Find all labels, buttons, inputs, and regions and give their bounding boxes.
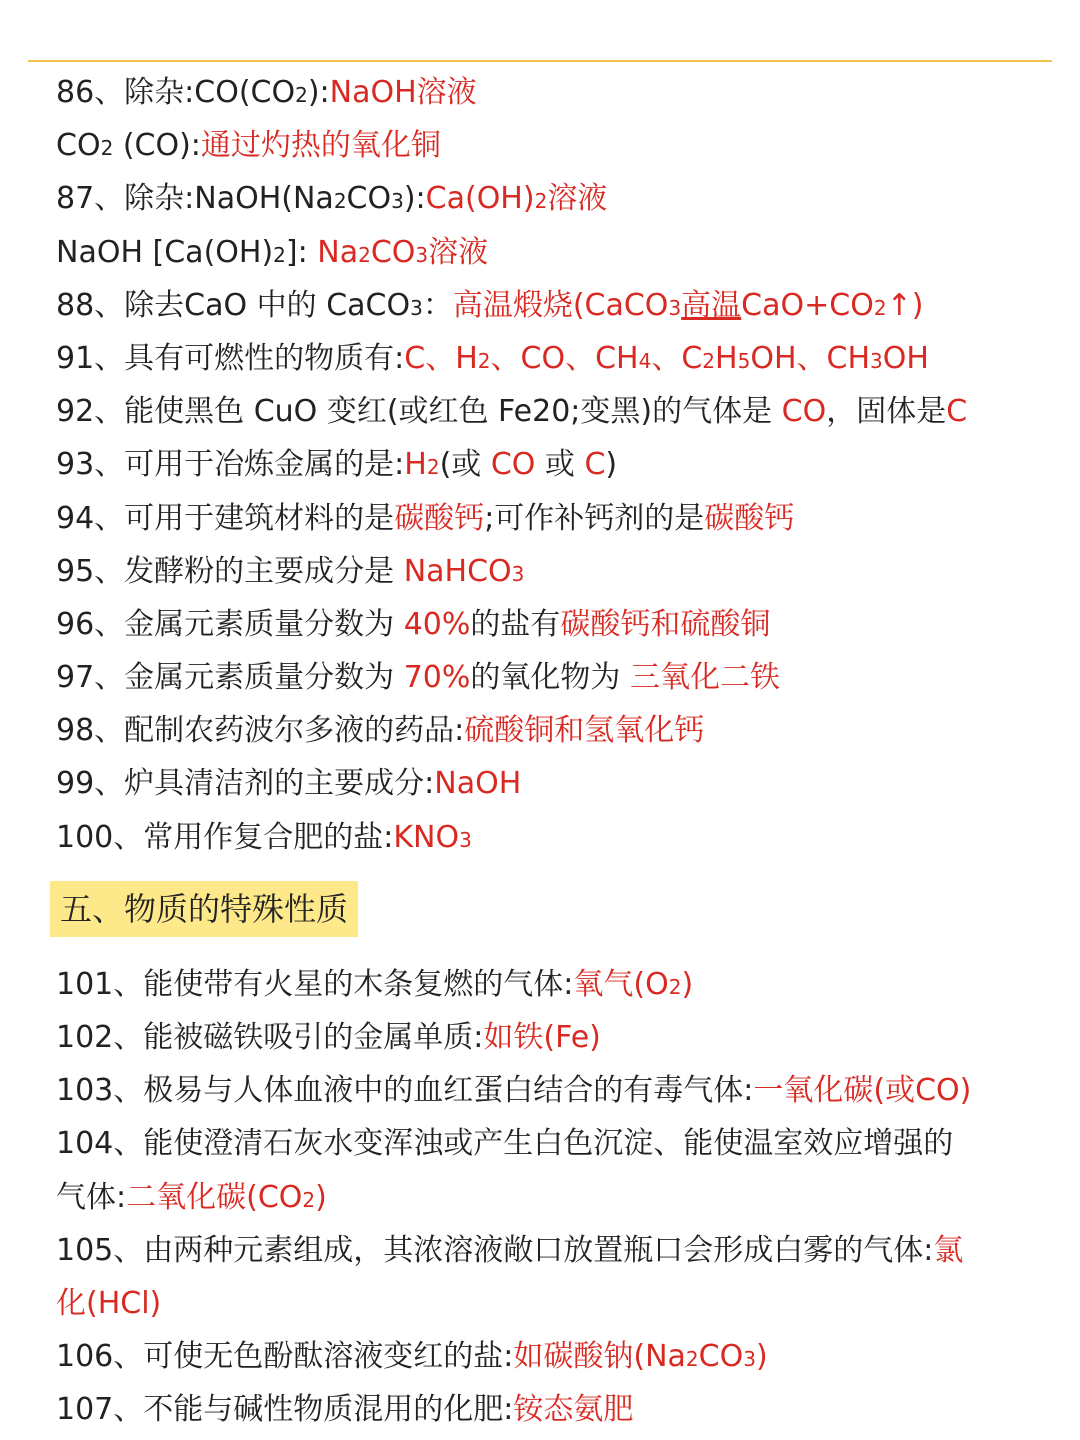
question-text: 2 — [100, 136, 114, 161]
list-item — [56, 119, 1046, 172]
answer-text: Na — [317, 234, 359, 270]
answer-text: 溶液 — [547, 181, 608, 217]
answer-text: 3 — [870, 348, 883, 373]
list-item — [56, 757, 1046, 810]
answer-text: NaOH溶液 — [329, 75, 477, 110]
question-text: ，固体是 — [826, 394, 947, 430]
answer-text: KNO — [393, 819, 460, 855]
question-text: 或 — [535, 447, 585, 483]
answer-text: 三氧化二铁 — [629, 660, 780, 696]
answer-text: 2 — [873, 295, 887, 320]
question-text: 93、可用于冶炼金属的是: — [56, 447, 405, 483]
question-text: 的氧化物为 — [470, 660, 630, 696]
answer-text: 5 — [737, 348, 751, 373]
question-text: 2 — [273, 242, 286, 267]
answer-text: 3 — [668, 295, 682, 320]
list-item — [56, 1330, 1046, 1383]
question-text: 3 — [410, 295, 423, 320]
section-title: 五、物质的特殊性质 — [50, 881, 358, 937]
question-text: 88、除去CaO 中的 CaCO — [56, 287, 411, 323]
question-text: 92、能使黑色 CuO 变红(或红色 Fe20;变黑)的气体是 — [56, 394, 782, 430]
answer-text: 2 — [685, 1347, 699, 1372]
answer-text: 碳酸钙和硫酸铜 — [560, 606, 771, 642]
question-text: ): — [403, 181, 426, 217]
answer-text: 2 — [534, 189, 548, 214]
answer-text: 2 — [358, 242, 371, 267]
answer-text: OH — [882, 340, 929, 376]
question-text: 107、不能与碱性物质混用的化肥: — [56, 1392, 514, 1428]
question-text: ]: — [285, 234, 318, 270]
question-text: 99、炉具清洁剂的主要成分: — [56, 766, 435, 802]
answer-text: 70% — [403, 660, 471, 696]
answer-text: 硫酸铜和氢氧化钙 — [464, 713, 705, 749]
question-text: CO — [56, 128, 101, 164]
answer-text: H — [404, 447, 427, 483]
answer-text: H — [715, 340, 738, 376]
question-text: 95、发酵粉的主要成分是 — [56, 553, 404, 589]
list-item — [56, 66, 1046, 119]
answer-text: NaOH — [434, 766, 522, 802]
answer-text: ) — [681, 966, 694, 1002]
answer-text: 3 — [459, 827, 472, 852]
list-part-1 — [56, 66, 1046, 864]
question-text: NaOH [Ca(OH) — [56, 234, 274, 270]
list-item — [56, 279, 1046, 332]
list-item — [56, 226, 1046, 279]
question-text: CO — [346, 181, 392, 217]
answer-text: 氯 — [933, 1232, 964, 1268]
answer-text: 高温 — [681, 287, 742, 323]
list-item — [56, 598, 1046, 651]
answer-text: 一氧化碳(或CO) — [753, 1073, 972, 1109]
question-text: (或 — [439, 447, 491, 483]
question-text: ) — [605, 447, 618, 483]
list-item — [56, 958, 1046, 1011]
answer-text: ) — [755, 1339, 768, 1375]
answer-text: 、C — [651, 340, 703, 376]
question-text: 101、能使带有火星的木条复燃的气体: — [56, 966, 574, 1002]
notes-content — [56, 66, 1046, 1437]
answer-text: C — [584, 447, 606, 483]
question-text: 102、能被磁铁吸引的金属单质: — [56, 1020, 484, 1055]
list-item — [56, 1064, 1046, 1117]
question-text: 2 — [333, 189, 347, 214]
answer-text: ↑) — [886, 287, 924, 323]
answer-text: 化(HCl) — [56, 1285, 162, 1321]
question-text: 气体: — [56, 1179, 127, 1215]
answer-text: 2 — [302, 1187, 316, 1212]
answer-text: 铵态氨肥 — [513, 1392, 634, 1428]
list-item — [56, 332, 1046, 385]
answer-text: 溶液 — [428, 234, 489, 270]
section-header — [50, 874, 1046, 944]
question-text: ): — [307, 75, 330, 110]
question-text: 106、可使无色酚酞溶液变红的盐: — [56, 1339, 514, 1375]
answer-text: C、H — [404, 340, 478, 376]
answer-text: CO — [370, 234, 416, 270]
answer-text: C — [946, 394, 968, 430]
answer-text: 碳酸钙 — [394, 500, 485, 536]
answer-text: 2 — [668, 974, 682, 999]
answer-text: CO — [490, 447, 536, 483]
list-item — [56, 1277, 1046, 1330]
list-item — [56, 1171, 1046, 1224]
answer-text: 如铁(Fe) — [483, 1020, 601, 1055]
question-text: 94、可用于建筑材料的是 — [56, 500, 395, 536]
answer-text: 4 — [638, 348, 652, 373]
question-text: 3 — [391, 189, 404, 214]
answer-text: 3 — [743, 1347, 756, 1372]
answer-text: OH、CH — [750, 340, 871, 376]
question-text: 86、除杂:CO(CO — [56, 75, 296, 110]
question-text: 的盐有 — [470, 606, 561, 642]
answer-text: 二氧化碳(CO — [126, 1179, 303, 1215]
list-item — [56, 1383, 1046, 1436]
list-item — [56, 438, 1046, 491]
question-text: 105、由两种元素组成，其浓溶液敞口放置瓶口会形成白雾的气体: — [56, 1232, 934, 1268]
question-text: 98、配制农药波尔多液的药品: — [56, 713, 465, 749]
question-text: 91、具有可燃性的物质有: — [56, 340, 405, 376]
answer-text: 、CO、CH — [490, 340, 639, 376]
answer-text: 如碳酸钠(Na — [513, 1339, 686, 1375]
answer-text: 通过灼热的氧化铜 — [200, 128, 441, 164]
list-item — [56, 545, 1046, 598]
answer-text: CO — [698, 1339, 744, 1375]
answer-text: 高温煅烧(CaCO — [452, 287, 669, 323]
list-item — [56, 651, 1046, 704]
list-item — [56, 811, 1046, 864]
question-text: 87、除杂:NaOH(Na — [56, 181, 334, 217]
answer-text: 碳酸钙 — [704, 500, 795, 536]
answer-text: 2 — [477, 348, 491, 373]
question-text: 104、能使澄清石灰水变浑浊或产生白色沉淀、能使温室效应增强的 — [56, 1126, 954, 1162]
list-item — [56, 1011, 1046, 1064]
question-text: (CO): — [113, 128, 201, 164]
question-text: 2 — [295, 83, 308, 107]
answer-text: CaO+CO — [741, 287, 874, 323]
list-item — [56, 172, 1046, 225]
list-item — [56, 492, 1046, 545]
list-item — [56, 1117, 1046, 1170]
question-text: 103、极易与人体血液中的血红蛋白结合的有毒气体: — [56, 1073, 754, 1109]
question-text: 96、金属元素质量分数为 — [56, 606, 404, 642]
list-part-2 — [56, 958, 1046, 1437]
question-text: 100、常用作复合肥的盐: — [56, 819, 394, 855]
question-text: ;可作补钙剂的是 — [484, 500, 705, 536]
list-item — [56, 385, 1046, 438]
answer-text: ) — [315, 1179, 327, 1215]
list-item — [56, 1224, 1046, 1277]
question-text: 97、金属元素质量分数为 — [56, 660, 404, 696]
question-text: ： — [422, 287, 453, 323]
answer-text: 3 — [415, 242, 429, 267]
answer-text: 2 — [702, 348, 716, 373]
answer-text: Ca(OH) — [425, 181, 535, 217]
answer-text: NaHCO — [403, 553, 512, 589]
answer-text: 2 — [426, 455, 440, 480]
answer-text: CO — [781, 394, 827, 430]
list-item — [56, 704, 1046, 757]
top-divider — [28, 60, 1052, 62]
answer-text: 40% — [403, 606, 471, 642]
answer-text: 氧气(O — [573, 966, 669, 1002]
answer-text: 3 — [511, 561, 525, 586]
